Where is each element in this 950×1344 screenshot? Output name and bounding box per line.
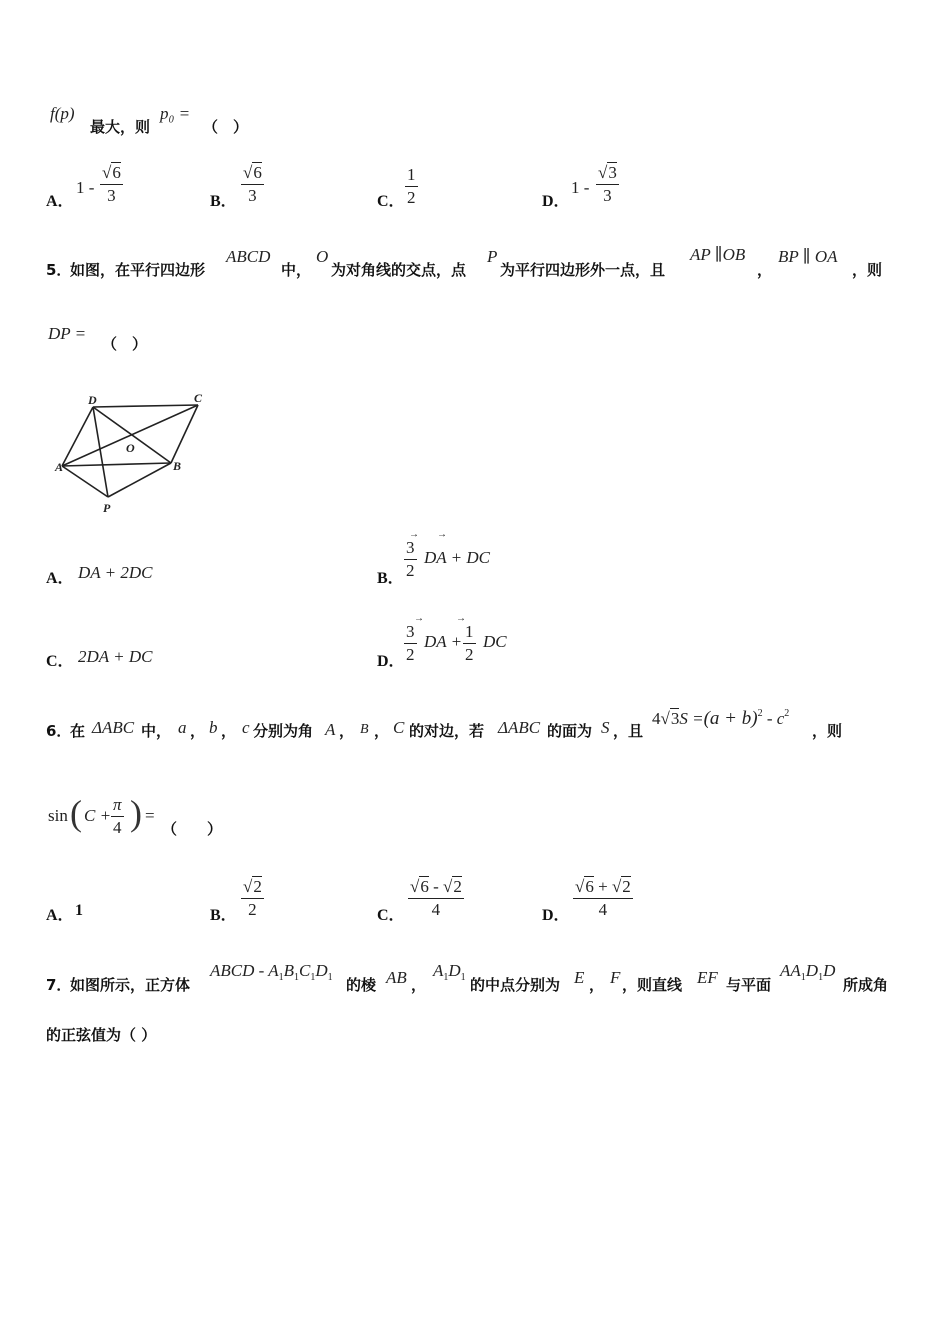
p0-expr: p₀ = (160, 104, 191, 123)
paren-left-icon: ( (70, 793, 82, 833)
q5-text-3: 为对角线的交点，点 (331, 261, 467, 279)
q6-s: S (601, 718, 610, 737)
q5-cond-2: BP ∥ OA (778, 247, 838, 266)
q6-text-4: 的对边，若 (409, 722, 485, 740)
q6-option-d-fraction: $\frac{√6 + √2}{4}$ (575, 877, 631, 919)
q6-text-7: ，则 (812, 722, 843, 740)
parallelogram-figure (50, 390, 220, 515)
q6-number: 6． (46, 722, 72, 740)
label-c: C (194, 391, 203, 405)
label-d: D (88, 393, 97, 407)
q7-text-4: ，则直线 (622, 976, 683, 994)
q6-triangle: ΔABC (92, 718, 135, 737)
q6-text-3: 分别为角 (253, 722, 314, 740)
q5-option-a-label[interactable]: A． (46, 570, 74, 587)
q6-a: a (178, 718, 187, 737)
q6-text-2: 中， (141, 722, 172, 740)
vector-arrow-icon: → (409, 529, 419, 540)
q7-f: F (610, 968, 621, 987)
q6-sin-c: C + (84, 806, 112, 825)
q6-text-5: 的面为 (547, 722, 593, 740)
q5-option-d-label[interactable]: D． (377, 653, 405, 670)
q5-option-b-fraction: $\frac{3}{2}$ (406, 538, 415, 580)
q5-option-d-end: DC (483, 632, 507, 651)
q4-option-b-label[interactable]: B． (210, 193, 237, 210)
q7-text-5: 与平面 (726, 976, 772, 994)
q6-triangle-2: ΔABC (498, 718, 541, 737)
q5-p: P (487, 247, 498, 266)
q4-option-c-label[interactable]: C． (377, 193, 405, 210)
q7-number: 7． (46, 976, 72, 994)
q7-ab: AB (386, 968, 407, 987)
q6-option-a-label[interactable]: A． (46, 907, 74, 924)
q5-option-a-expr: DA + 2DC (78, 563, 153, 582)
q7-cube: ABCD - $A_1B_1C_1D_1$ (210, 961, 333, 983)
q5-comma: ， (757, 261, 773, 279)
q6-option-d-label[interactable]: D． (542, 907, 570, 924)
segment-dp (93, 407, 108, 497)
q5-option-c-expr: 2DA + DC (78, 647, 153, 666)
edge-cb (171, 405, 198, 463)
label-p: P (103, 501, 111, 515)
q6-angle-a: A (325, 720, 336, 739)
q5-option-d-fraction-2: $\frac{1}{2}$ (465, 622, 474, 664)
q5-option-b-expr: DA + DC (424, 548, 490, 567)
q6-paren: （ ） (162, 820, 223, 838)
q4-option-d-prefix: 1 - (571, 178, 590, 197)
label-o: O (126, 441, 135, 455)
q4-option-c-fraction: $\frac{1}{2}$ (407, 165, 416, 207)
q5-option-d-fraction-1: $\frac{3}{2}$ (406, 622, 415, 664)
q5-cond-1: AP ∥OB (690, 245, 746, 264)
q7-text-6: 所成角 (843, 976, 889, 994)
q4-option-a-prefix: 1 - (76, 178, 95, 197)
q5-o: O (316, 247, 329, 266)
q5-number: 5． (46, 261, 72, 279)
label-b: B (173, 459, 182, 473)
label-a: A (55, 460, 64, 474)
q6-option-c-fraction: $\frac{√6 - √2}{4}$ (410, 877, 462, 919)
vector-arrow-icon: → (456, 613, 466, 624)
q5-option-c-label[interactable]: C． (46, 653, 74, 670)
diagonal-ac (62, 405, 198, 466)
segment-ap (62, 466, 108, 497)
q6-text-1: 在 (70, 722, 86, 740)
q6-angle-b: B (360, 722, 369, 737)
q7-text-2: 的棱 (346, 976, 377, 994)
vector-arrow-icon: → (437, 529, 447, 540)
fp-expr: f(p) (50, 104, 75, 123)
segment-bp (108, 463, 171, 497)
q6-option-a-value: 1 (75, 902, 83, 919)
q5-option-d-mid: DA + (424, 632, 463, 651)
q6-option-c-label[interactable]: C． (377, 907, 405, 924)
q7-ef: EF (697, 968, 718, 987)
q4-paren: （ ） (203, 118, 249, 136)
q5-abcd: ABCD (226, 247, 271, 266)
q7-text-3: 的中点分别为 (470, 976, 561, 994)
q4-option-a-fraction: $\frac{√6}{3}$ (102, 163, 121, 205)
q6-equation: $4√3S =(a + b)^2 - c^2$ (652, 708, 790, 729)
q5-option-b-label[interactable]: B． (377, 570, 404, 587)
q4-option-b-fraction: $\frac{√6}{3}$ (243, 163, 262, 205)
paren-right-icon: ) (130, 793, 142, 833)
edge-ba (62, 463, 171, 466)
edge-dc (93, 405, 198, 407)
vector-arrow-icon: → (414, 613, 424, 624)
q5-text-1: 如图，在平行四边形 (70, 261, 206, 279)
edge-ad (62, 407, 93, 466)
q6-angle-c: C (393, 718, 405, 737)
q5-paren: （ ） (102, 335, 148, 353)
q6-b: b (209, 718, 218, 737)
q6-text-6: ，且 (613, 722, 644, 740)
q7-text-1: 如图所示，正方体 (70, 976, 191, 994)
q5-dp: DP = (48, 324, 87, 343)
q6-option-b-label[interactable]: B． (210, 907, 237, 924)
q6-pi-over-4: $\frac{\pi}{4}$ (113, 795, 122, 837)
q6-c: c (242, 718, 250, 737)
q4-option-a-label[interactable]: A． (46, 193, 74, 210)
q5-text-4: 为平行四边形外一点，且 (500, 261, 666, 279)
q7-a1d1: $A_1D_1$ (433, 961, 466, 983)
q7-plane: $AA_1D_1D$ (780, 961, 836, 983)
q6-equals: = (145, 806, 155, 825)
q5-text-2: 中， (281, 261, 312, 279)
q7-e: E (574, 968, 585, 987)
q6-option-b-fraction: $\frac{√2}{2}$ (243, 877, 262, 919)
q4-option-d-fraction: $\frac{√3}{3}$ (598, 163, 617, 205)
q4-option-d-label[interactable]: D． (542, 193, 570, 210)
q4-text: 最大，则 (90, 118, 151, 136)
q5-text-5: ，则 (852, 261, 883, 279)
q6-sin: sin (48, 806, 68, 825)
q7-line-2: 的正弦值为（ ） (46, 1026, 157, 1044)
